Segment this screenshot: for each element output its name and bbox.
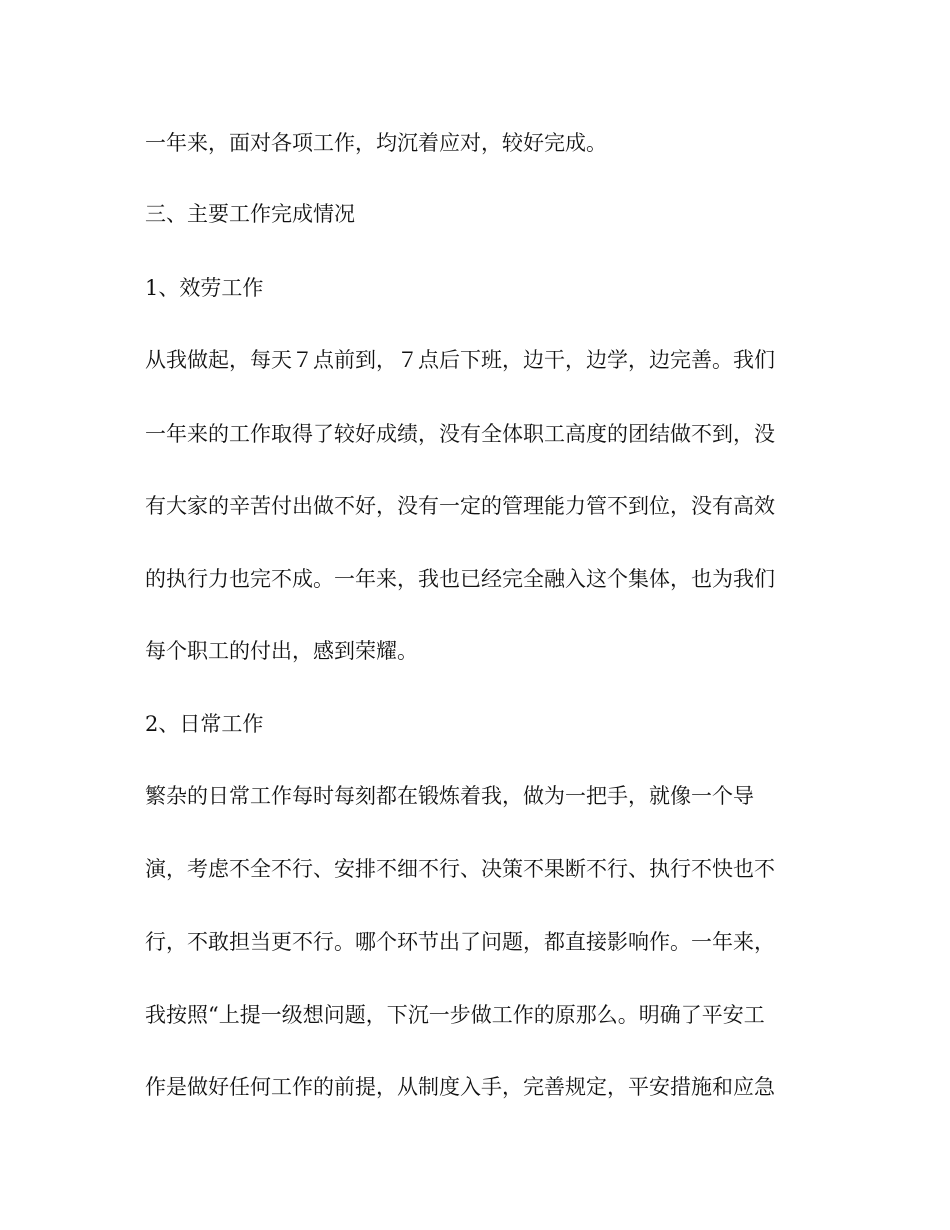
subheading-service-work: 1、效劳工作 — [145, 276, 264, 300]
subheading-daily-work: 2、日常工作 — [145, 712, 264, 736]
text-line-5: 一年来的工作取得了较好成绩，没有全体职工高度的团结做不到，没 — [145, 422, 775, 446]
text-line-6: 有大家的辛苦付出做不好，没有一定的管理能力管不到位，没有高效 — [145, 494, 775, 518]
text-line-10: 繁杂的日常工作每时每刻都在锻炼着我，做为一把手，就像一个导 — [145, 784, 754, 808]
text-line-7: 的执行力也完不成。一年来，我也已经完全融入这个集体，也为我们 — [145, 567, 775, 591]
text-line-13: 我按照“上提一级想问题，下沉一步做工作的原那么。明确了平安工 — [145, 1003, 765, 1027]
text-line-4: 从我做起，每天７点前到，７点后下班，边干，边学，边完善。我们 — [145, 348, 775, 372]
text-line-1: 一年来，面对各项工作，均沉着应对，较好完成。 — [145, 131, 607, 155]
text-line-11: 演，考虑不全不行、安排不细不行、决策不果断不行、执行不快也不 — [145, 857, 775, 881]
text-line-14: 作是做好任何工作的前提，从制度入手，完善规定，平安措施和应急 — [145, 1075, 775, 1099]
text-line-12: 行，不敢担当更不行。哪个环节出了问题，都直接影响作。一年来， — [145, 930, 775, 954]
section-heading-main-work: 三、主要工作完成情况 — [145, 202, 355, 226]
text-line-8: 每个职工的付出，感到荣耀。 — [145, 639, 418, 663]
